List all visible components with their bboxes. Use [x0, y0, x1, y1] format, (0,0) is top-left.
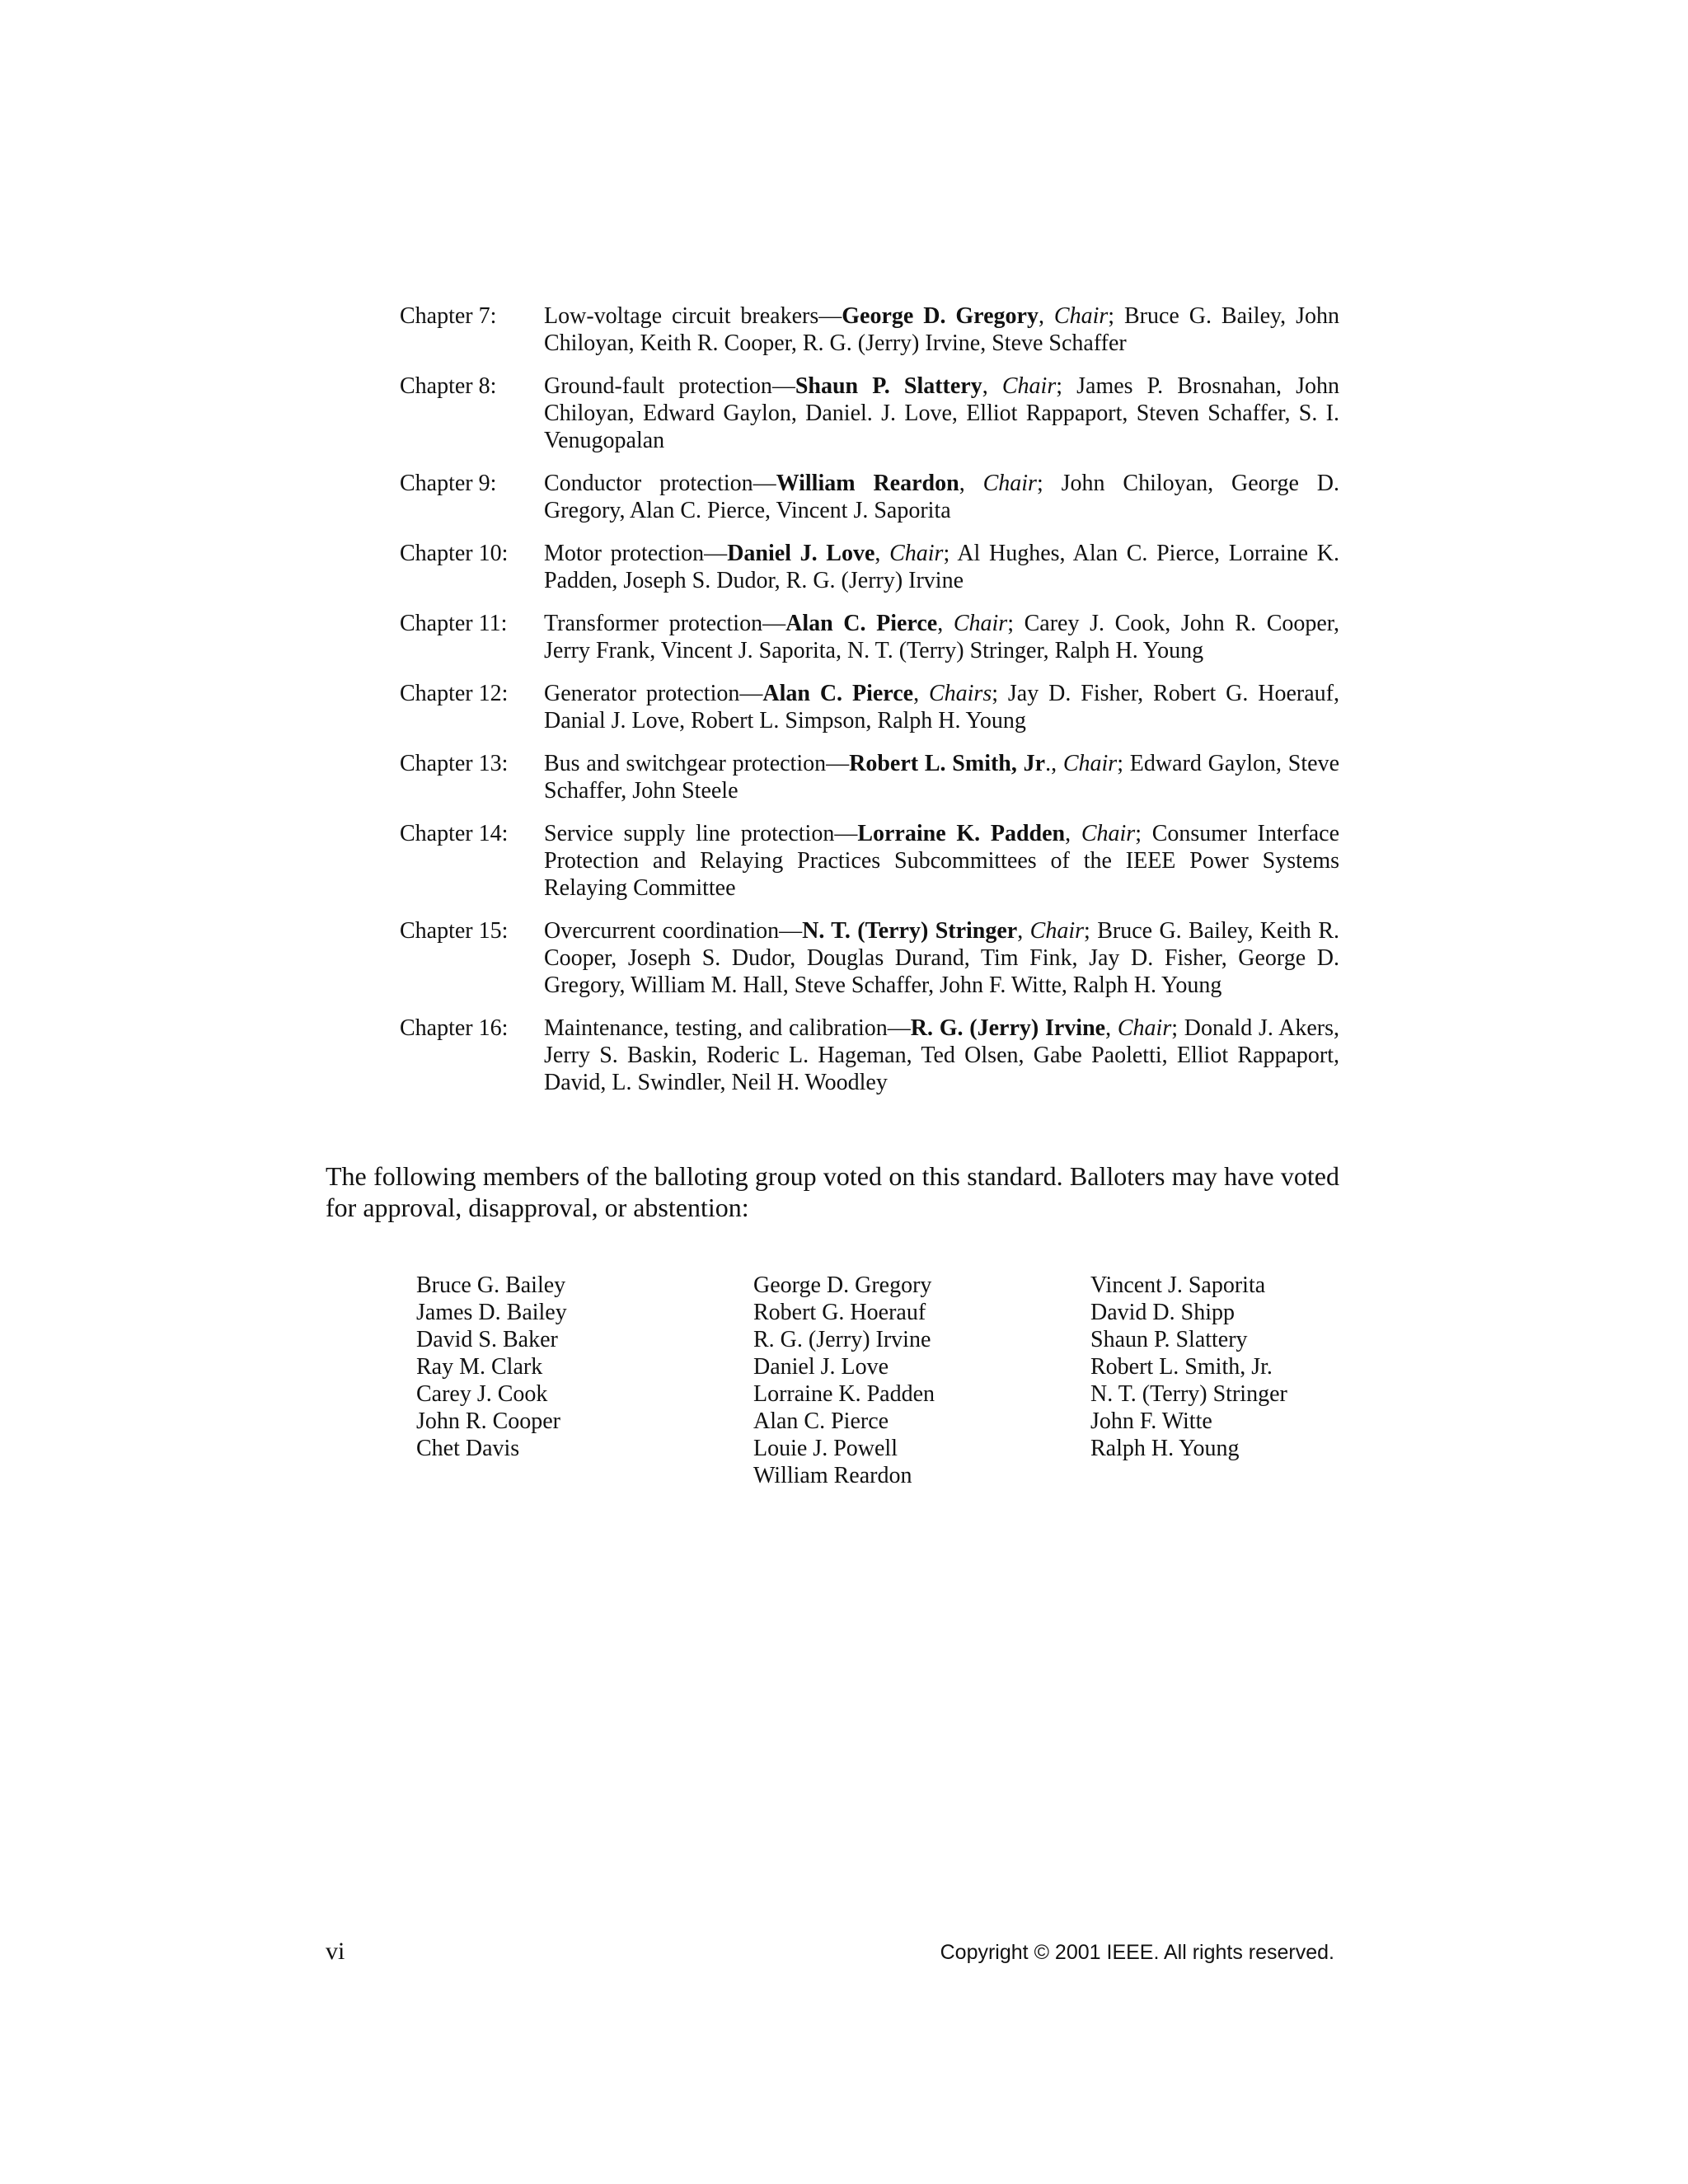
- chapter-separator: ,: [1017, 918, 1030, 944]
- chapter-members: ; James P. Brosnahan, John Chiloyan, Edward Gaylon, Daniel. J. Love, Elliot Rappaport, Steven Schaffer, S. I. Venugopalan: [544, 373, 1340, 453]
- chapter-chair-role: Chair: [889, 541, 944, 566]
- chapter-entry: [400, 302, 1339, 357]
- chapter-entry: [400, 750, 1339, 804]
- chapter-description: [544, 373, 1339, 454]
- balloter-name: David D. Shipp: [1090, 1300, 1235, 1325]
- chapter-label: Chapter 7:: [400, 303, 497, 329]
- chapter-separator: ,: [1038, 303, 1054, 329]
- chapter-separator: ,: [1065, 821, 1081, 846]
- chapter-separator: ,: [959, 471, 983, 496]
- chapter-chair-role: Chair: [1081, 821, 1136, 846]
- balloter-list: [416, 1272, 1339, 1489]
- chapter-chair-name: Daniel J. Love: [727, 541, 875, 566]
- chapter-separator: .,: [1045, 751, 1063, 776]
- chapter-description: [544, 610, 1339, 664]
- chapter-separator: ,: [982, 373, 1002, 399]
- chapter-chair-role: Chair: [1053, 303, 1109, 329]
- chapter-separator: ,: [1105, 1015, 1118, 1041]
- chapter-chair-role: Chair: [1001, 373, 1057, 399]
- chapter-chair-role: Chair: [982, 471, 1037, 496]
- chapter-topic: Conductor protection—: [544, 471, 776, 496]
- balloter-name: William Reardon: [753, 1463, 912, 1488]
- chapter-description: [544, 750, 1339, 804]
- chapter-description: [544, 1015, 1339, 1096]
- balloter-name: Chet Davis: [416, 1436, 520, 1461]
- chapter-topic: Generator protection—: [544, 681, 763, 706]
- chapter-topic: Overcurrent coordination—: [544, 918, 803, 944]
- chapter-chair-name: Lorraine K. Padden: [857, 821, 1066, 846]
- balloter-name: Daniel J. Love: [753, 1354, 889, 1380]
- balloter-column-3: [1090, 1272, 1339, 1489]
- chapter-members: ; Bruce G. Bailey, Keith R. Cooper, Joseph S. Dudor, Douglas Durand, Tim Fink, Jay D. Fisher, George D. Gregory, William M. Hall, Steve Schaffer, John F. Witte, Ralph H. Young: [544, 918, 1340, 998]
- chapter-description: [544, 470, 1339, 524]
- balloter-name: Robert L. Smith, Jr.: [1090, 1354, 1273, 1380]
- chapter-chair-name: Shaun P. Slattery: [795, 373, 982, 399]
- balloter-name: Vincent J. Saporita: [1090, 1272, 1266, 1298]
- chapter-topic: Bus and switchgear protection—: [544, 751, 850, 776]
- chapter-separator: ,: [937, 611, 954, 636]
- chapter-topic: Ground-fault protection—: [544, 373, 795, 399]
- balloter-name: Alan C. Pierce: [753, 1408, 889, 1434]
- chapter-label: Chapter 12:: [400, 681, 509, 706]
- chapter-list: [400, 302, 1339, 1112]
- page-number: vi: [326, 1938, 345, 1965]
- chapter-chair-name: N. T. (Terry) Stringer: [802, 918, 1018, 944]
- chapter-separator: ,: [913, 681, 929, 706]
- chapter-label: Chapter 13:: [400, 751, 509, 776]
- chapter-description: [544, 680, 1339, 734]
- balloter-name: Shaun P. Slattery: [1090, 1327, 1248, 1352]
- copyright-notice: Copyright © 2001 IEEE. All rights reserved.: [940, 1941, 1334, 1964]
- balloting-intro-paragraph: The following members of the balloting group voted on this standard. Balloters may have voted for approval, disapproval, or abstention:: [326, 1161, 1339, 1222]
- chapter-entry: [400, 917, 1339, 999]
- chapter-label: Chapter 10:: [400, 541, 509, 566]
- chapter-entry: [400, 680, 1339, 734]
- balloter-name: Lorraine K. Padden: [753, 1381, 935, 1407]
- balloter-name: David S. Baker: [416, 1327, 558, 1352]
- balloter-name: John R. Cooper: [416, 1408, 560, 1434]
- chapter-members: ; John Chiloyan, George D. Gregory, Alan C. Pierce, Vincent J. Saporita: [544, 471, 1340, 523]
- balloter-column-1: [416, 1272, 753, 1489]
- chapter-members: ; Consumer Interface Protection and Relaying Practices Subcommittees of the IEEE Power Systems Relaying Committee: [544, 821, 1339, 901]
- balloter-name: Carey J. Cook: [416, 1381, 548, 1407]
- chapter-chair-name: R. G. (Jerry) Irvine: [910, 1015, 1106, 1041]
- chapter-members: ; Al Hughes, Alan C. Pierce, Lorraine K. Padden, Joseph S. Dudor, R. G. (Jerry) Irvine: [544, 541, 1339, 593]
- chapter-chair-role: Chair: [1029, 918, 1085, 944]
- chapter-entry: [400, 820, 1339, 902]
- chapter-members: ; Edward Gaylon, Steve Schaffer, John Steele: [544, 751, 1339, 804]
- chapter-separator: ,: [874, 541, 890, 566]
- chapter-chair-name: Alan C. Pierce: [785, 611, 938, 636]
- chapter-members: ; Bruce G. Bailey, John Chiloyan, Keith R. Cooper, R. G. (Jerry) Irvine, Steve Schaffer: [544, 303, 1339, 356]
- balloter-name: James D. Bailey: [416, 1300, 567, 1325]
- chapter-chair-role: Chair: [1062, 751, 1118, 776]
- chapter-description: [544, 820, 1339, 902]
- chapter-entry: [400, 373, 1339, 454]
- chapter-topic: Service supply line protection—: [544, 821, 858, 846]
- chapter-members: ; Donald J. Akers, Jerry S. Baskin, Roderic L. Hageman, Ted Olsen, Gabe Paoletti, Elliot Rappaport, David, L. Swindler, Neil H. Woodley: [544, 1015, 1339, 1095]
- chapter-topic: Maintenance, testing, and calibration—: [544, 1015, 911, 1041]
- chapter-description: [544, 540, 1339, 594]
- chapter-entry: [400, 1015, 1339, 1096]
- balloter-name: John F. Witte: [1090, 1408, 1212, 1434]
- chapter-chair-role: Chairs: [928, 681, 992, 706]
- chapter-label: Chapter 14:: [400, 821, 509, 846]
- balloter-name: Robert G. Hoerauf: [753, 1300, 926, 1325]
- chapter-description: [544, 917, 1339, 999]
- chapter-entry: [400, 540, 1339, 594]
- balloter-name: N. T. (Terry) Stringer: [1090, 1381, 1287, 1407]
- chapter-label: Chapter 11:: [400, 611, 508, 636]
- chapter-members: ; Carey J. Cook, John R. Cooper, Jerry Frank, Vincent J. Saporita, N. T. (Terry) Stringer, Ralph H. Young: [544, 611, 1340, 663]
- chapter-topic: Motor protection—: [544, 541, 728, 566]
- chapter-entry: [400, 610, 1339, 664]
- chapter-label: Chapter 9:: [400, 471, 497, 496]
- chapter-chair-name: Robert L. Smith, Jr: [849, 751, 1046, 776]
- chapter-label: Chapter 15:: [400, 918, 509, 944]
- balloter-column-2: [753, 1272, 1090, 1489]
- chapter-chair-name: George D. Gregory: [842, 303, 1039, 329]
- balloter-name: Ray M. Clark: [416, 1354, 543, 1380]
- chapter-topic: Low-voltage circuit breakers—: [544, 303, 842, 329]
- balloter-name: Ralph H. Young: [1090, 1436, 1240, 1461]
- chapter-chair-role: Chair: [1117, 1015, 1172, 1041]
- balloter-name: Bruce G. Bailey: [416, 1272, 566, 1298]
- chapter-chair-role: Chair: [953, 611, 1008, 636]
- chapter-label: Chapter 16:: [400, 1015, 509, 1041]
- balloter-name: Louie J. Powell: [753, 1436, 898, 1461]
- chapter-chair-name: Alan C. Pierce: [762, 681, 914, 706]
- balloter-name: George D. Gregory: [753, 1272, 932, 1298]
- chapter-topic: Transformer protection—: [544, 611, 786, 636]
- chapter-description: [544, 302, 1339, 357]
- chapter-label: Chapter 8:: [400, 373, 497, 399]
- chapter-chair-name: William Reardon: [776, 471, 959, 496]
- chapter-members: ; Jay D. Fisher, Robert G. Hoerauf, Danial J. Love, Robert L. Simpson, Ralph H. Young: [544, 681, 1340, 733]
- chapter-entry: [400, 470, 1339, 524]
- balloter-name: R. G. (Jerry) Irvine: [753, 1327, 931, 1352]
